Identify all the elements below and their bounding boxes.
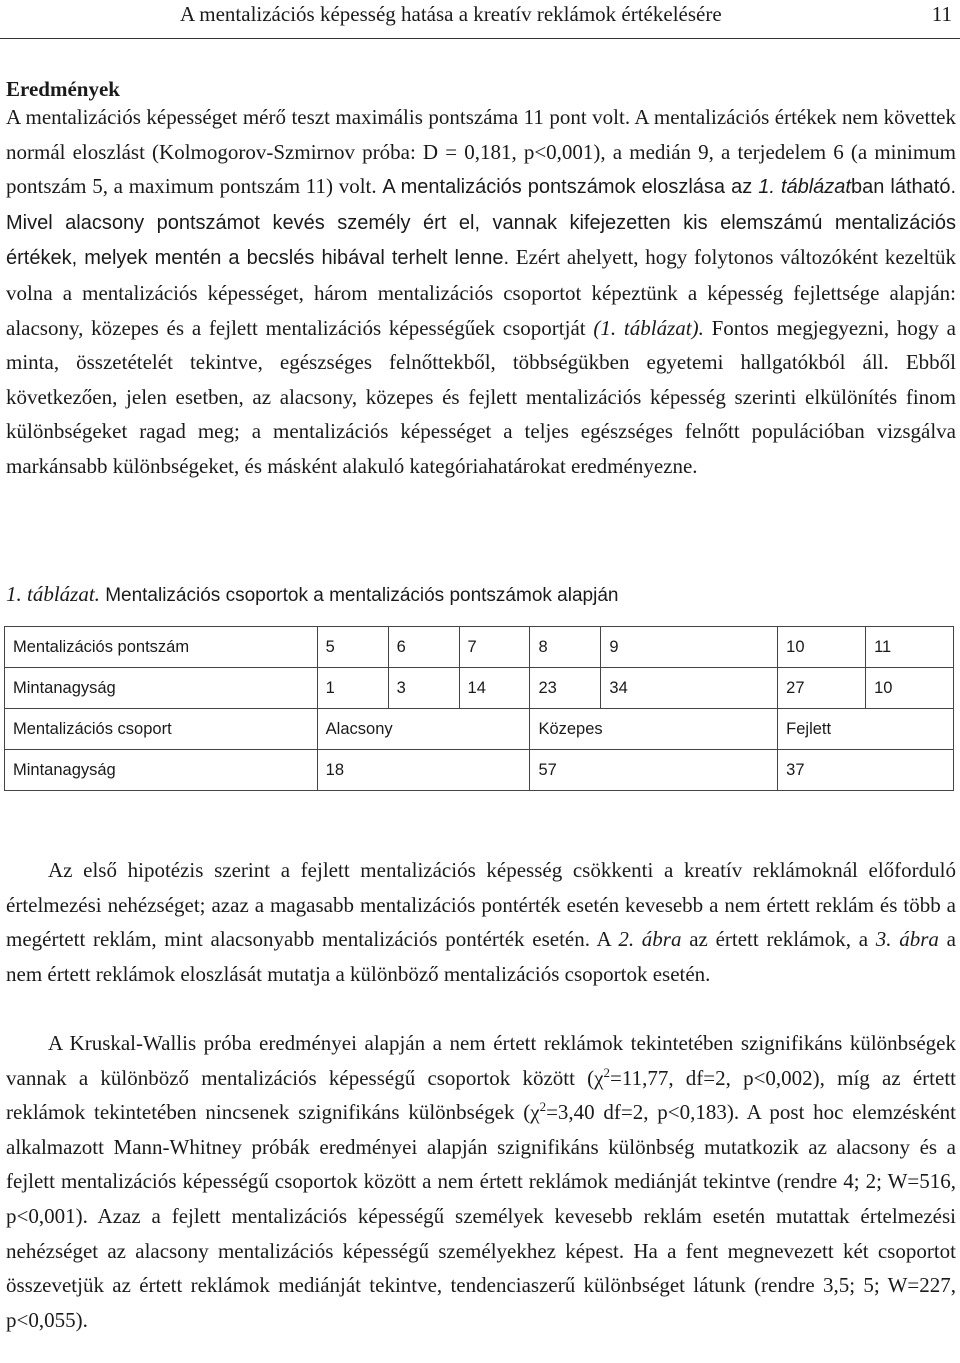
page-number: 11 xyxy=(931,2,952,26)
table-cell: Közepes xyxy=(530,709,778,750)
table-row xyxy=(5,627,954,668)
table-cell: 23 xyxy=(530,668,601,709)
table-cell: 7 xyxy=(459,627,530,668)
table-cell: 27 xyxy=(778,668,866,709)
table-cell: 1 xyxy=(317,668,388,709)
table-cell: 11 xyxy=(866,627,954,668)
figure-reference-2: 2. ábra xyxy=(618,927,682,952)
superscript: 2 xyxy=(539,1099,547,1115)
mentalization-table xyxy=(4,626,954,791)
table-cell: 34 xyxy=(601,668,778,709)
table-caption xyxy=(6,582,618,607)
p3-text-b: =11,77, df=2, p<0,002), míg az értett reklámok tekintetében nincsenek szignifikáns különbségek (χ xyxy=(6,1065,957,1125)
table-cell: 57 xyxy=(530,750,778,791)
p1-s2-text: A mentalizációs pontszámok eloszlása az xyxy=(382,176,753,199)
table-cell: 10 xyxy=(866,668,954,709)
row-label: Mintanagyság xyxy=(5,668,318,709)
table-cell: 18 xyxy=(317,750,530,791)
table-cell: 6 xyxy=(388,627,459,668)
table-cell: 9 xyxy=(601,627,778,668)
table-cell: 37 xyxy=(778,750,954,791)
table-cell: 10 xyxy=(778,627,866,668)
running-header xyxy=(0,0,960,39)
statistics-paragraph xyxy=(6,1026,956,1337)
table-row xyxy=(5,750,954,791)
table-row xyxy=(5,668,954,709)
table-cell: 5 xyxy=(317,627,388,668)
p3-text-a: A Kruskal-Wallis próba eredményei alapján a nem értett reklámok tekintetében szignifikáns különbségek vannak a különböző mentalizációs képességű csoportok között (χ xyxy=(6,1031,956,1090)
section-heading: Eredmények xyxy=(6,77,120,101)
p3-text-c: =3,40 df=2, p<0,183). A post hoc elemzésként alkalmazott Mann-Whitney próbák eredményei alapján szignifikáns különbség mutatkozik az alacsony és a fejlett mentalizációs képességű csoportok között a nem értett reklámok mediánját tekintve (rendre 4; 2; W=516, p<0,001). Azaz a fejlett mentalizációs képességű személyek kevesebb reklám esetén mutattak értelmezési nehézséget az alacsony mentalizációs képességű személyekhez képest. Ha a fent megnevezett két csoportot összevetjük az értett reklámok mediánját tekintve, tendenciaszerű különbséget látunk (rendre 3,5; 5; W=227, p<0,055). xyxy=(6,1100,956,1332)
table-reference-2: (1. táblázat). xyxy=(593,315,704,340)
p1-sentence-1: A mentalizációs képességet mérő teszt maximális pontszáma 11 pont volt. A mentalizációs értékek nem követtek normál eloszlást (Kolmogorov-Szmirnov próba: D = 0,181, p<0,001), a medián 9, a terjedelem 6 (a minimum pontszám 5, a maximum pontszám 11) volt. xyxy=(6,105,956,199)
table-cell: 3 xyxy=(388,668,459,709)
figure-reference-3: 3. ábra xyxy=(875,927,939,952)
p1-s3-text-cont: Fontos megjegyezni, hogy a minta, összetételét tekintve, egészséges felnőttekből, többségükben egyetemi hallgatókból áll. Ebből következően, jelen esetben, az alacsony, közepes és fejlett mentalizációs képesség szerinti elkülönítés finom különbségeket ragad meg; a mentalizációs képességet a teljes egészséges felnőtt populációban vizsgálva markánsabb különbségeket, és másként alakuló kategóriahatárokat eredményezne. xyxy=(6,315,957,478)
hypothesis-paragraph xyxy=(6,853,956,991)
table-label: 1. táblázat. xyxy=(6,582,100,606)
p2-text-a: Az első hipotézis szerint a fejlett mentalizációs képesség csökkenti a kreatív reklámoknál előforduló értelmezési nehézséget; azaz a magasabb mentalizációs pontérték esetén kevesebb a nem értett reklám és több a megértett reklám, mint alacsonyabb mentalizációs pontérték esetén. A xyxy=(6,858,956,952)
p1-s2-text-cont: ban látható. Mivel alacsony pontszámot kevés személy ért el, vannak kifejezetten kis elemszámú mentalizációs értékek, melyek mentén a becslés hibával terhelt lenne. xyxy=(6,176,956,270)
table-cell: Fejlett xyxy=(778,709,954,750)
table-row xyxy=(5,709,954,750)
table-reference: 1. táblázat xyxy=(758,176,851,199)
table-cell: 8 xyxy=(530,627,601,668)
row-label: Mentalizációs pontszám xyxy=(5,627,318,668)
p2-text-c: a nem értett reklámok eloszlását mutatja a különböző mentalizációs csoportok esetén. xyxy=(6,927,956,986)
row-label: Mintanagyság xyxy=(5,750,318,791)
p1-s3-text: Ezért ahelyett, hogy folytonos változóként kezeltük volna a mentalizációs képességet, három mentalizációs csoportot képeztünk a képesség fejlettsége alapján: alacsony, közepes és a fejlett mentalizációs képességűek csoportját xyxy=(6,245,956,340)
row-label: Mentalizációs csoport xyxy=(5,709,318,750)
results-paragraph xyxy=(6,100,956,484)
p2-text-b: az értett reklámok, a xyxy=(689,927,869,952)
superscript: 2 xyxy=(603,1064,610,1080)
table-cell: Alacsony xyxy=(317,709,530,750)
header-title: A mentalizációs képesség hatása a kreatív reklámok értékelésére xyxy=(180,2,722,26)
table-caption-text: Mentalizációs csoportok a mentalizációs pontszámok alapján xyxy=(105,585,619,606)
table-cell: 14 xyxy=(459,668,530,709)
